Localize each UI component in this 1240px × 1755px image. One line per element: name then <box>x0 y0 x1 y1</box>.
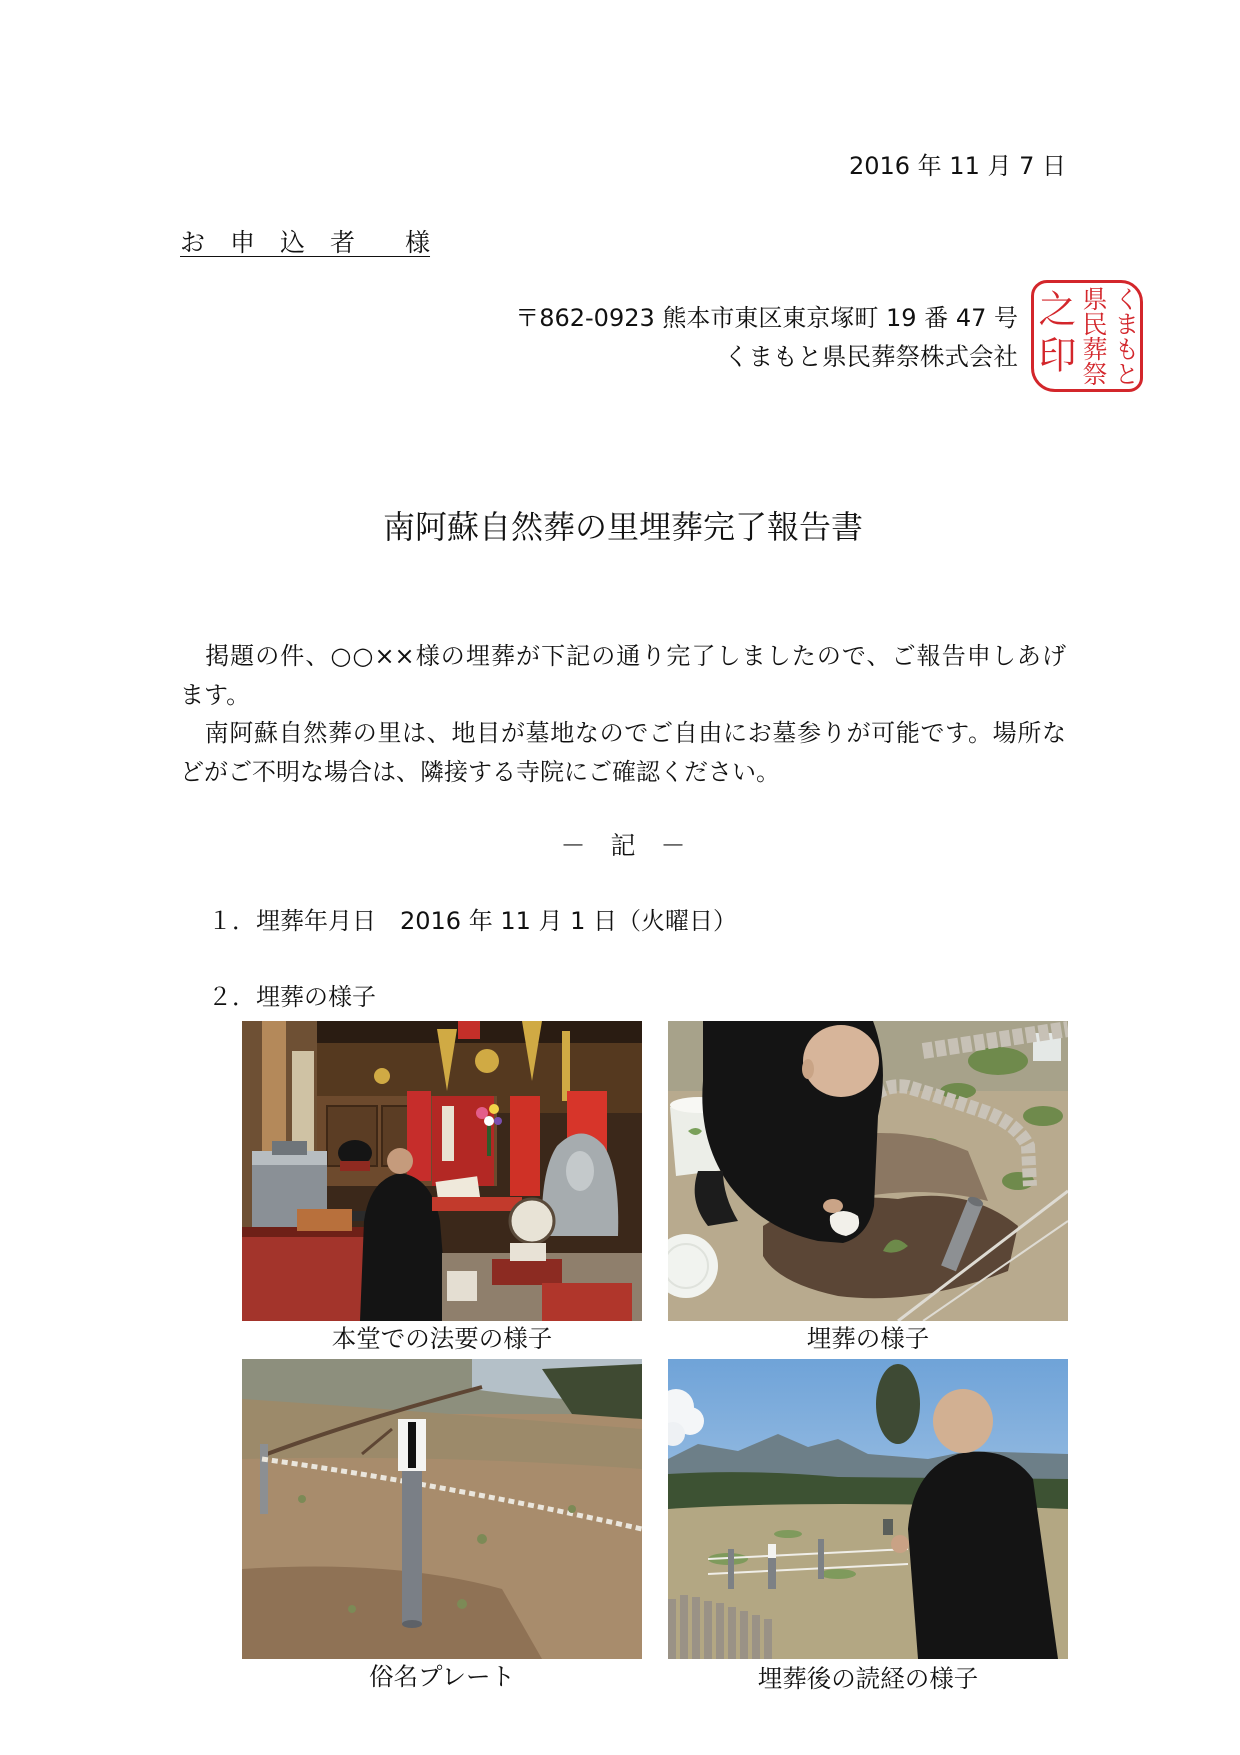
photo-main-hall-service-image <box>242 1021 642 1321</box>
photo-caption: 俗名プレート <box>368 1662 516 1691</box>
item-value: 2016 年 11 月 1 日（火曜日） <box>400 907 738 935</box>
item-number: ２． <box>208 983 256 1011</box>
ki-heading: － 記 － <box>560 831 686 860</box>
photo-sutra-after-burial <box>668 1359 1068 1659</box>
photo-sutra-after-burial-image <box>668 1359 1068 1659</box>
body-line: 南阿蘇自然葬の里は、地目が墓地なのでご自由にお墓参りが可能です。場所な <box>180 719 1066 748</box>
company-seal <box>1031 280 1143 392</box>
recipient-line: お 申 込 者 様 <box>180 228 431 257</box>
photo-main-hall-service <box>242 1021 642 1321</box>
photo-burial-image <box>668 1021 1068 1321</box>
item-burial-date <box>208 905 737 937</box>
item-number: １． <box>208 907 256 935</box>
document-title: 南阿蘇自然葬の里埋葬完了報告書 <box>382 508 863 546</box>
body-line: ます。 <box>180 680 251 709</box>
body-line: どがご不明な場合は、隣接する寺院にご確認ください。 <box>180 757 780 786</box>
photo-name-plate <box>242 1359 642 1659</box>
photo-caption: 埋葬の様子 <box>806 1324 930 1353</box>
issue-date: 2016 年 11 月 7 日 <box>848 152 1066 180</box>
body-line: 掲題の件、○○××様の埋葬が下記の通り完了しましたので、ご報告申しあげ <box>180 642 1066 670</box>
photo-name-plate-image <box>242 1359 642 1659</box>
seal-text-middle: 県民葬祭 <box>1079 286 1108 386</box>
seal-text-right: くまもと <box>1111 286 1140 386</box>
item-burial-photos <box>208 981 376 1013</box>
body-paragraphs <box>180 637 1066 791</box>
item-label: 埋葬年月日 <box>256 907 376 935</box>
sender-address: 〒862-0923 熊本市東区東京塚町 19 番 47 号 <box>515 304 1018 332</box>
seal-text-left: 之印 <box>1032 289 1076 381</box>
item-label: 埋葬の様子 <box>256 983 376 1011</box>
photo-burial <box>668 1021 1068 1321</box>
photo-caption: 埋葬後の読経の様子 <box>757 1664 979 1693</box>
photo-caption: 本堂での法要の様子 <box>331 1324 553 1353</box>
sender-company: くまもと県民葬祭株式会社 <box>724 342 1018 371</box>
